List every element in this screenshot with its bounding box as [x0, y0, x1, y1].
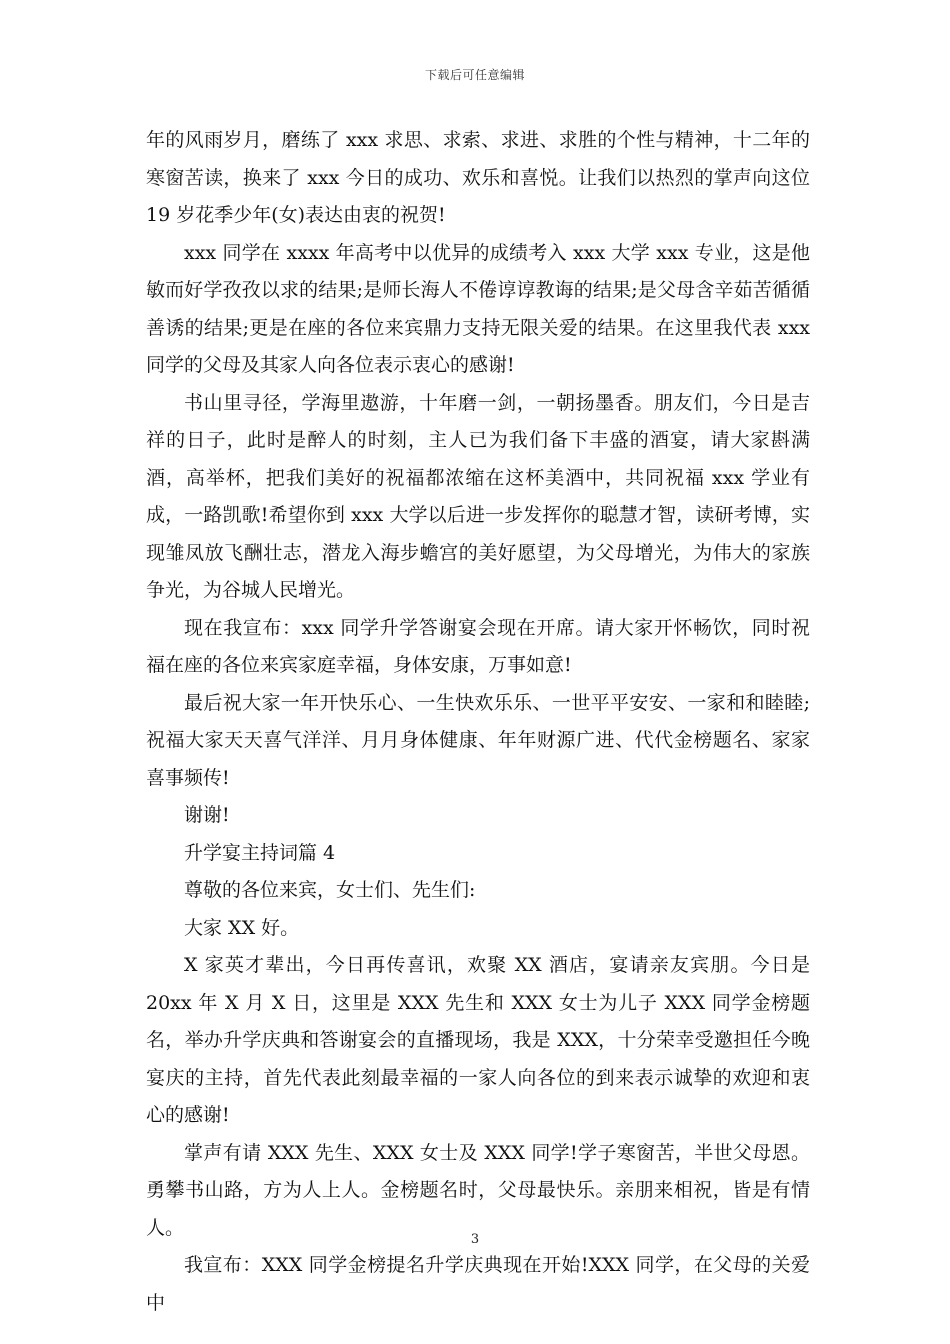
page-number: 3: [470, 1232, 480, 1247]
page-header-note: 下载后可任意编辑: [424, 68, 525, 82]
paragraph-hello: 大家 XX 好。: [184, 916, 300, 939]
paragraph-11: 掌声有请 XXX 先生、XXX 女士及 XXX 同学!学子寒窗苦，半世父母恩。勇攀书山路，方为人上人。金榜题名时，父母最快乐。亲朋来相祝，皆是有情人。: [146, 1141, 810, 1239]
paragraph-12: 我宣布：XXX 同学金榜提名升学庆典现在开始!XXX 同学，在父母的关爱中: [146, 1254, 810, 1314]
paragraph-4: 现在我宣布：xxx 同学升学答谢宴会现在开席。请大家开怀畅饮，同时祝福在座的各位来宾家庭幸福，身体安康，万事如意!: [146, 616, 810, 676]
document-body: [146, 122, 810, 1322]
paragraph-10: X 家英才辈出，今日再传喜讯，欢聚 XX 酒店，宴请亲友宾朋。今日是 20xx 年 X 月 X 日，这里是 XXX 先生和 XXX 女士为儿子 XXX 同学金榜题名，举办升学庆典和答谢宴会的直播现场，我是 XXX，十分荣幸受邀担任今晚宴庆的主持，首先代表此刻最幸福的一家人向各位的到来表示诚挚的欢迎和衷心的感谢!: [146, 954, 810, 1126]
paragraph-3: 书山里寻径，学海里遨游，十年磨一剑，一朝扬墨香。朋友们，今日是吉祥的日子，此时是醉人的时刻，主人已为我们备下丰盛的酒宴，请大家斟满酒，高举杯，把我们美好的祝福都浓缩在这杯美酒中，共同祝福 xxx 学业有成，一路凯歌!希望你到 xxx 大学以后进一步发挥你的聪慧才智，读研考博，实现雏凤放飞酬壮志，潜龙入海步蟾宫的美好愿望，为父母增光，为伟大的家族争光，为谷城人民增光。: [146, 391, 810, 601]
paragraph-2: xxx 同学在 xxxx 年高考中以优异的成绩考入 xxx 大学 xxx 专业，这是他敏而好学孜孜以求的结果;是师长海人不倦谆谆教诲的结果;是父母含辛茹苦循循善诱的结果;更是在座的各位来宾鼎力支持无限关爱的结果。在这里我代表 xxx 同学的父母及其家人向各位表示衷心的感谢!: [146, 241, 810, 376]
paragraph-1: 年的风雨岁月，磨练了 xxx 求思、求索、求进、求胜的个性与精神，十二年的寒窗苦读，换来了 xxx 今日的成功、欢乐和喜悦。让我们以热烈的掌声向这位 19 岁花季少年(女)表达由衷的祝贺!: [146, 129, 810, 226]
paragraph-greeting: 尊敬的各位来宾，女士们、先生们:: [184, 879, 476, 901]
section-heading: 升学宴主持词篇 4: [184, 841, 336, 864]
paragraph-5: 最后祝大家一年开快乐心、一生快欢乐乐、一世平平安安、一家和和睦睦;祝福大家天天喜气洋洋、月月身体健康、年年财源广进、代代金榜题名、家家喜事频传!: [146, 691, 810, 789]
paragraph-thanks: 谢谢!: [184, 804, 230, 826]
